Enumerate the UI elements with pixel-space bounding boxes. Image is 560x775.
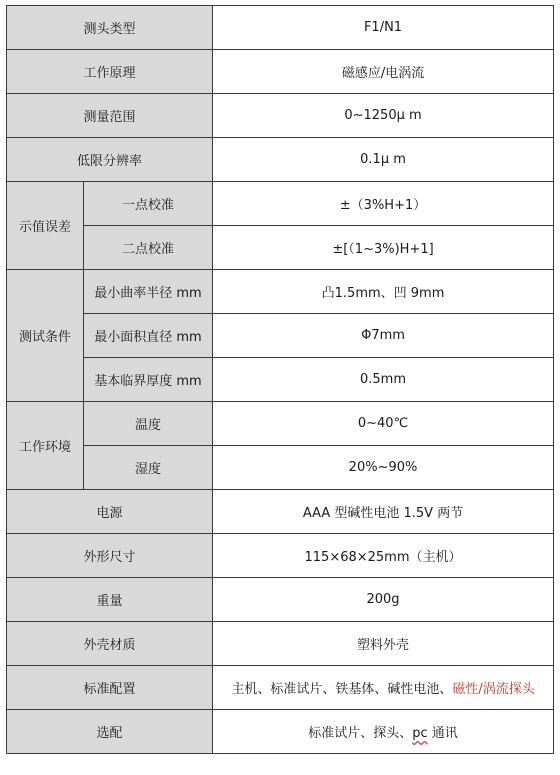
row-power: [7, 490, 554, 534]
label-optional: 选配: [7, 710, 213, 754]
row-area: [7, 314, 554, 358]
value-principle: 磁感应/电涡流: [213, 50, 554, 94]
value-range: 0~1250μ m: [213, 94, 554, 138]
value-humidity: 20%~90%: [213, 446, 554, 490]
value-optional-pc: pc: [412, 726, 428, 741]
row-weight: [7, 578, 554, 622]
spec-table: [6, 5, 554, 754]
row-dimensions: [7, 534, 554, 578]
label-standard: 标准配置: [7, 666, 213, 710]
value-weight: 200g: [213, 578, 554, 622]
row-range: [7, 94, 554, 138]
value-standard: [213, 666, 554, 710]
label-humidity: 湿度: [84, 446, 213, 490]
value-dimensions: 115×68×25mm（主机）: [213, 534, 554, 578]
row-resolution: [7, 138, 554, 182]
value-standard-probe: 磁性/涡流探头: [452, 682, 535, 697]
value-temperature: 0~40℃: [213, 402, 554, 446]
row-two-point: [7, 226, 554, 270]
value-probe-type: F1/N1: [213, 6, 554, 50]
value-power: AAA 型碱性电池 1.5V 两节: [213, 490, 554, 534]
label-principle: 工作原理: [7, 50, 213, 94]
group-error: 示值误差: [7, 182, 84, 270]
row-temperature: [7, 402, 554, 446]
row-humidity: [7, 446, 554, 490]
value-curvature: 凸1.5mm、凹 9mm: [213, 270, 554, 314]
label-two-point: 二点校准: [84, 226, 213, 270]
value-standard-main: 主机、标准试片、铁基体、碱性电池、: [231, 682, 453, 697]
row-material: [7, 622, 554, 666]
group-environment: 工作环境: [7, 402, 84, 490]
row-optional: [7, 710, 554, 754]
label-one-point: 一点校准: [84, 182, 213, 226]
label-curvature: 最小曲率半径 mm: [84, 270, 213, 314]
value-two-point: ±[（1~3%)H+1]: [213, 226, 554, 270]
label-area: 最小面积直径 mm: [84, 314, 213, 358]
row-one-point: [7, 182, 554, 226]
value-area: Φ7mm: [213, 314, 554, 358]
value-one-point: ±（3%H+1）: [213, 182, 554, 226]
label-material: 外壳材质: [7, 622, 213, 666]
label-thickness: 基本临界厚度 mm: [84, 358, 213, 402]
row-principle: [7, 50, 554, 94]
value-optional-main: 标准试片、探头、: [308, 726, 413, 741]
row-curvature: [7, 270, 554, 314]
row-thickness: [7, 358, 554, 402]
row-probe-type: [7, 6, 554, 50]
group-conditions: 测试条件: [7, 270, 84, 402]
value-optional: [213, 710, 554, 754]
value-optional-tail: 通讯: [427, 726, 458, 741]
value-thickness: 0.5mm: [213, 358, 554, 402]
value-resolution: 0.1μ m: [213, 138, 554, 182]
label-dimensions: 外形尺寸: [7, 534, 213, 578]
label-temperature: 温度: [84, 402, 213, 446]
label-power: 电源: [7, 490, 213, 534]
label-range: 测量范围: [7, 94, 213, 138]
row-standard: [7, 666, 554, 710]
label-probe-type: 测头类型: [7, 6, 213, 50]
label-weight: 重量: [7, 578, 213, 622]
label-resolution: 低限分辨率: [7, 138, 213, 182]
value-material: 塑料外壳: [213, 622, 554, 666]
